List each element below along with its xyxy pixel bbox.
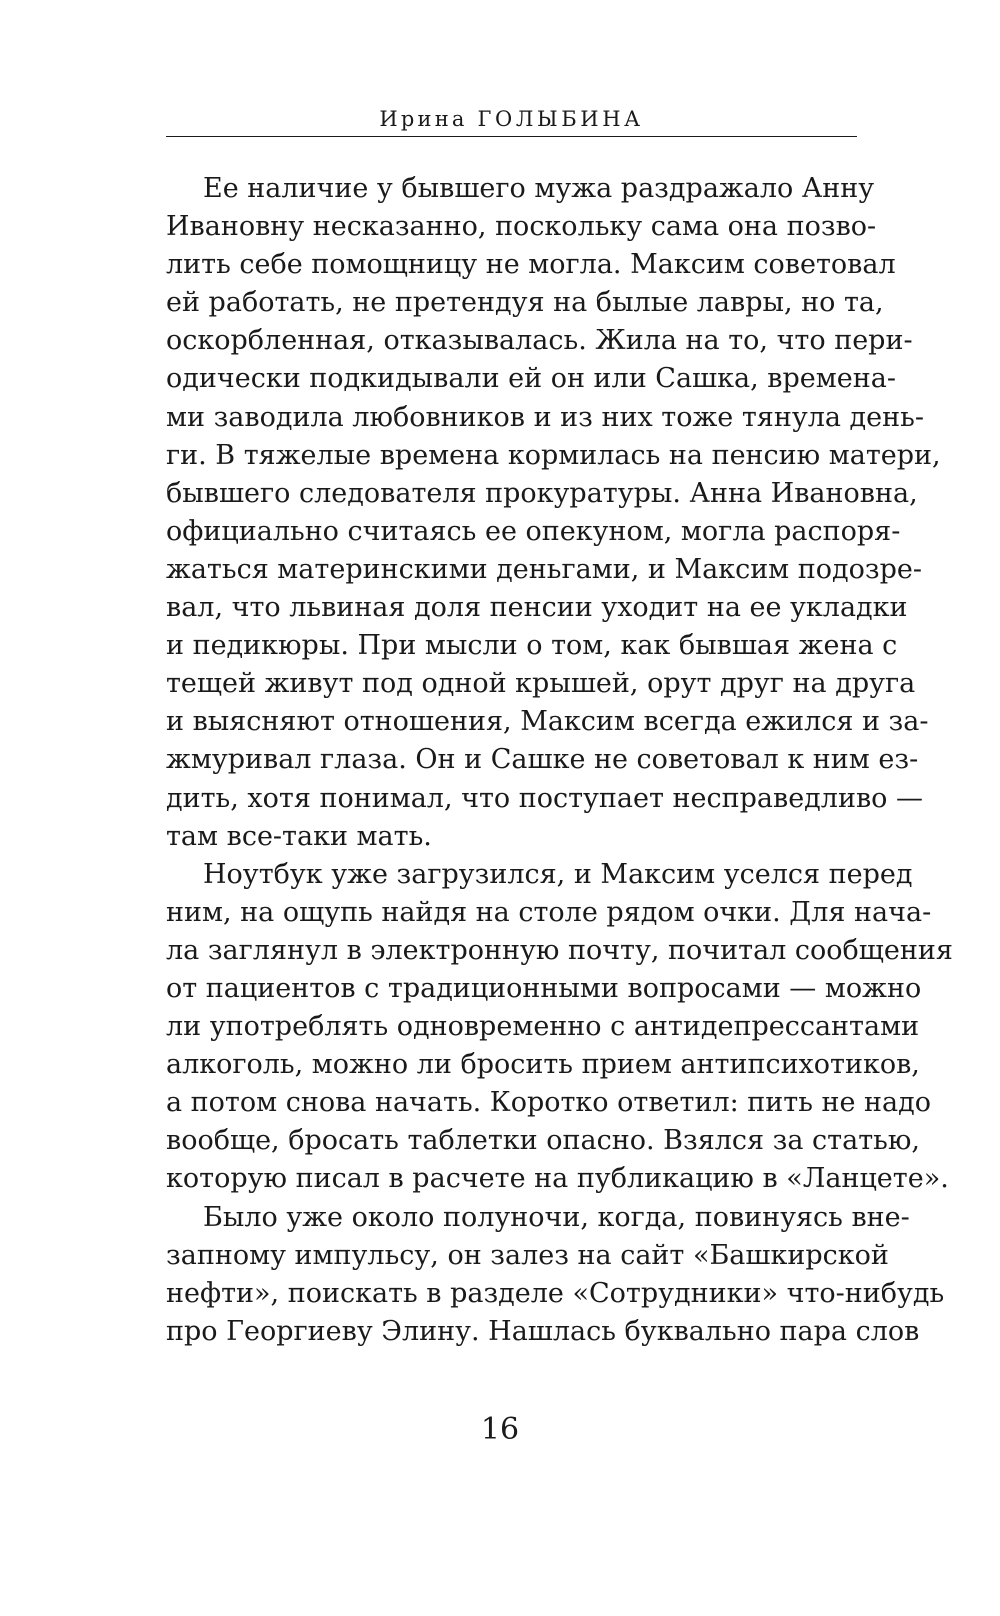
author-first-name: Ирина [379, 107, 468, 131]
text-line: дить, хотя понимал, что поступает несправедливо — [166, 782, 923, 814]
text-line: ей работать, не претендуя на былые лавры, но та, [166, 287, 884, 319]
text-line: ла заглянул в электронную почту, почитал сообщения [166, 934, 953, 966]
paragraph [166, 1199, 945, 1351]
text-line: вал, что львиная доля пенсии уходит на ее укладки [166, 592, 908, 624]
text-line: нефти», поискать в разделе «Сотрудники» что-нибудь [166, 1277, 945, 1309]
author-last-name: ГОЛЫБИНА [477, 107, 644, 131]
text-line: про Георгиеву Элину. Нашлась буквально пара слов [166, 1315, 920, 1347]
text-line: Ее наличие у бывшего мужа раздражало Анну [203, 173, 875, 204]
text-line: запному импульсу, он залез на сайт «Башкирской [166, 1239, 889, 1271]
text-line: жаться материнскими деньгами, и Максим подозре- [166, 553, 923, 585]
text-line: Было уже около полуночи, когда, повинуясь вне- [203, 1201, 910, 1233]
text-line: Ивановну несказанно, поскольку сама она позво- [166, 211, 877, 243]
text-line: и педикюры. При мысли о том, как бывшая жена с [166, 630, 898, 662]
text-line: бывшего следователя прокуратуры. Анна Ивановна, [166, 477, 918, 509]
paragraph [166, 170, 941, 856]
running-head [166, 102, 857, 137]
text-line: оскорбленная, отказывалась. Жила на то, что пери- [166, 325, 913, 357]
body-text [166, 170, 953, 1351]
text-line: ним, на ощупь найдя на столе рядом очки. Для нача- [166, 896, 932, 928]
text-line: ми заводила любовников и из них тоже тянула день- [166, 401, 924, 433]
text-line: ги. В тяжелые времена кормилась на пенсию матери, [166, 439, 941, 471]
text-line: лить себе помощницу не могла. Максим советовал [166, 249, 896, 281]
paragraph [166, 856, 953, 1199]
text-line: а потом снова начать. Коротко ответил: пить не надо [166, 1087, 932, 1119]
text-line: которую писал в расчете на публикацию в «Ланцете». [166, 1163, 949, 1195]
text-line: ли употреблять одновременно с антидепрессантами [166, 1011, 920, 1043]
text-line: вообще, бросать таблетки опасно. Взялся за статью, [166, 1125, 920, 1157]
text-line: Ноутбук уже загрузился, и Максим уселся перед [203, 858, 913, 890]
text-line: жмуривал глаза. Он и Сашке не советовал к ним ез- [166, 744, 919, 776]
text-line: официально считаясь ее опекуном, могла распоря- [166, 515, 901, 547]
text-line: одически подкидывали ей он или Сашка, времена- [166, 363, 896, 395]
text-line: тещей живут под одной крышей, орут друг на друга [166, 668, 916, 700]
text-line: от пациентов с традиционными вопросами — можно [166, 972, 922, 1004]
text-line: и выясняют отношения, Максим всегда ежился и за- [166, 706, 929, 738]
text-line: алкоголь, можно ли бросить прием антипсихотиков, [166, 1049, 920, 1081]
page-number: 16 [480, 1412, 520, 1447]
text-line: там все-таки мать. [166, 820, 432, 852]
